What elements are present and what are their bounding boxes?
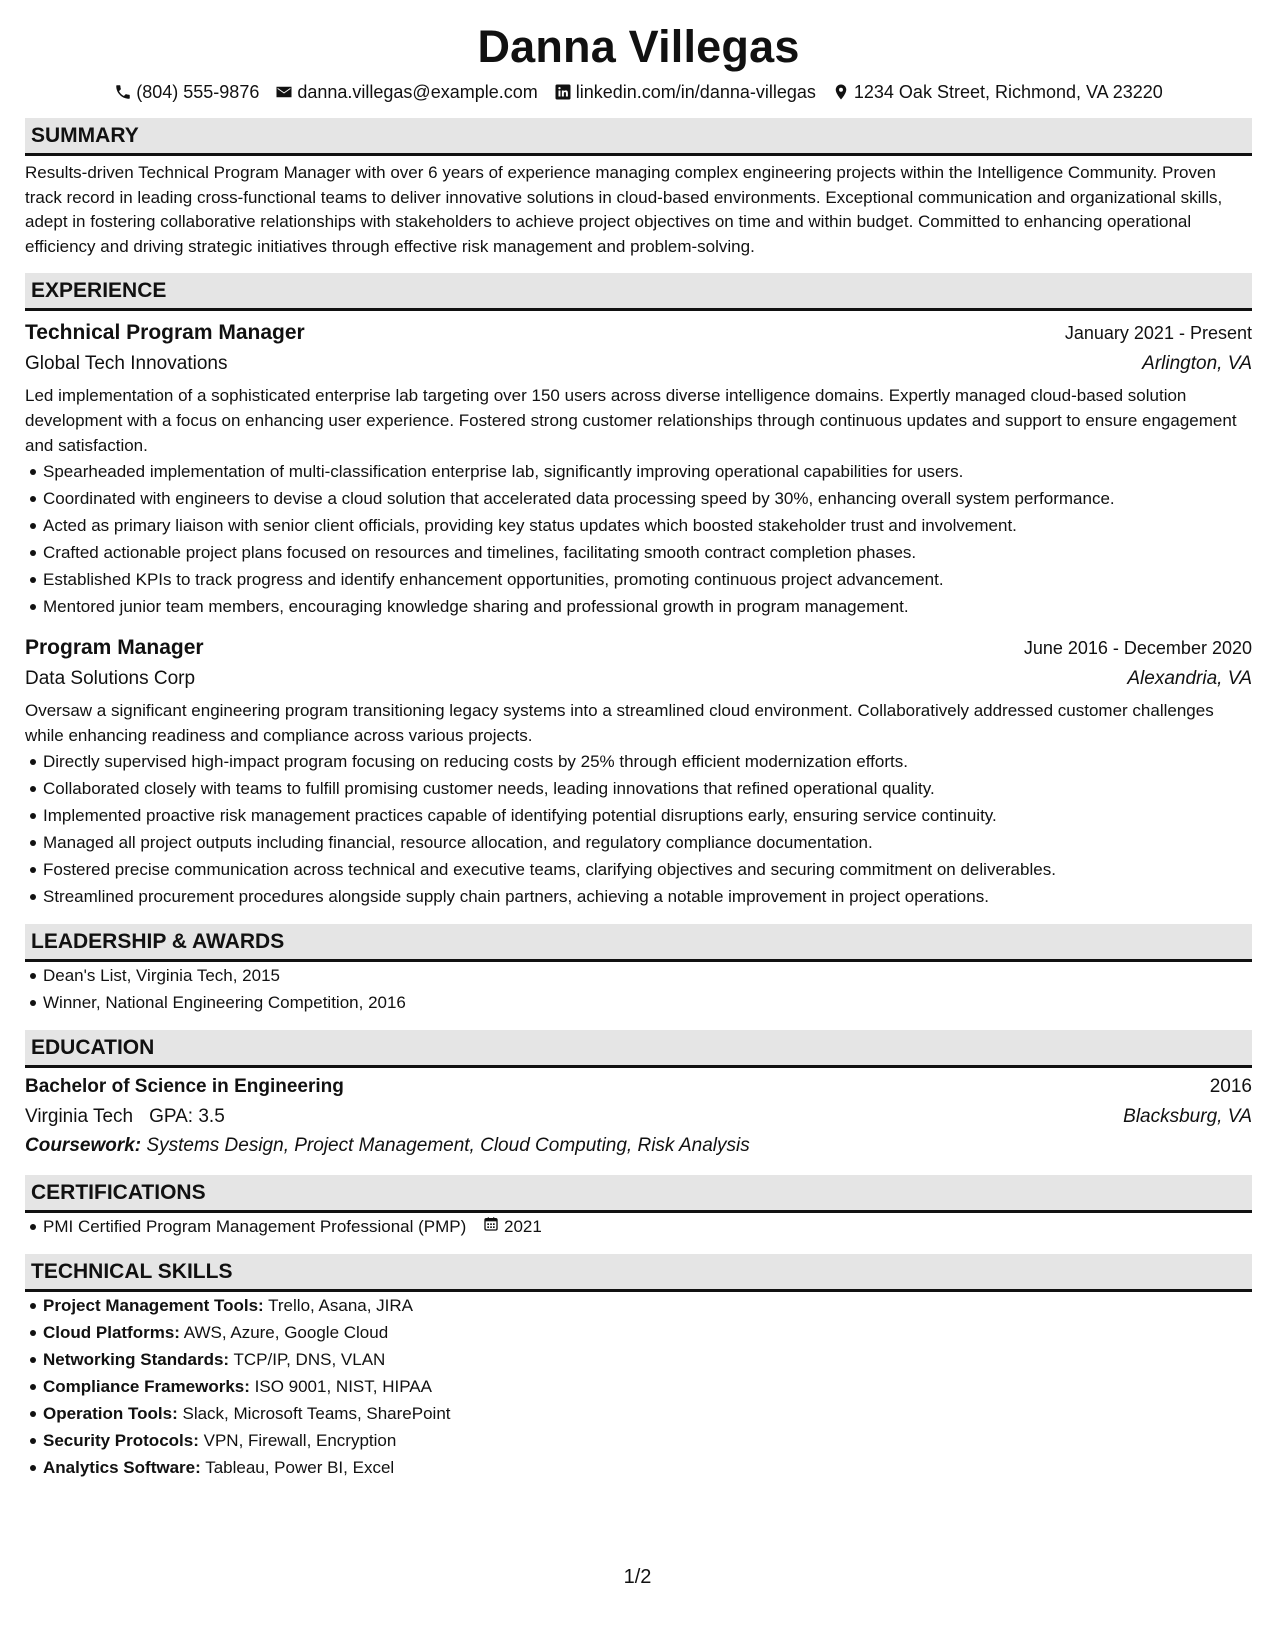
skill-label: Analytics Software:	[43, 1458, 201, 1478]
skill-item	[43, 1454, 1252, 1481]
job-entry	[25, 632, 1252, 910]
job-bullet: Streamlined procurement procedures alongside supply chain partners, achieving a notable improvement in project operations.	[43, 883, 1252, 910]
job-entry	[25, 317, 1252, 620]
certification-year: 2021	[504, 1217, 542, 1237]
job-bullet: Fostered precise communication across technical and executive teams, clarifying objectives and securing commitment on deliverables.	[43, 856, 1252, 883]
skill-label: Security Protocols:	[43, 1431, 199, 1451]
skill-value: Slack, Microsoft Teams, SharePoint	[182, 1404, 451, 1424]
summary-section	[25, 118, 1252, 259]
summary-text: Results-driven Technical Program Manager with over 6 years of experience managing complex engineering projects within the Intelligence Community. Proven track record in leading cross-functional teams to deliver innovative solutions in cloud-based environments. Exceptional communication and organizational skills, adept in fostering collaborative relationships with stakeholders to achieve project objectives on time and within budget. Committed to enhancing operational efficiency and driving strategic initiatives through effective risk management and problem-solving.	[25, 163, 1223, 256]
job-bullet: Directly supervised high-impact program focusing on reducing costs by 25% through efficient modernization efforts.	[43, 748, 1252, 775]
experience-section	[25, 273, 1252, 910]
awards-list	[25, 962, 1252, 1016]
job-description: Oversaw a significant engineering program transitioning legacy systems into a streamlined cloud environment. Collaboratively addressed customer challenges while enhancing readiness and compliance across various projects.	[25, 701, 1214, 745]
experience-heading: EXPERIENCE	[25, 273, 1252, 311]
certifications-heading: CERTIFICATIONS	[25, 1175, 1252, 1213]
job-bullet: Managed all project outputs including financial, resource allocation, and regulatory compliance documentation.	[43, 829, 1252, 856]
phone-icon	[114, 83, 132, 101]
job-bullet: Coordinated with engineers to devise a cloud solution that accelerated data processing speed by 30%, enhancing overall system performance.	[43, 485, 1252, 512]
job-location: Alexandria, VA	[1127, 668, 1252, 690]
job-company: Data Solutions Corp	[25, 668, 196, 690]
awards-heading: LEADERSHIP & AWARDS	[25, 924, 1252, 962]
job-bullet: Spearheaded implementation of multi-classification enterprise lab, significantly improving operational capabilities for users.	[43, 458, 1252, 485]
school-line	[25, 1102, 225, 1131]
skill-value: TCP/IP, DNS, VLAN	[233, 1350, 386, 1370]
contact-phone	[114, 80, 259, 104]
skill-label: Networking Standards:	[43, 1350, 230, 1370]
envelope-icon	[275, 83, 293, 101]
job-title: Program Manager	[25, 636, 204, 660]
coursework	[25, 1131, 1252, 1161]
job-dates: June 2016 - December 2020	[1023, 638, 1252, 659]
award-item: Dean's List, Virginia Tech, 2015	[43, 962, 1252, 989]
skill-value: VPN, Firewall, Encryption	[203, 1431, 397, 1451]
job-company: Global Tech Innovations	[25, 353, 228, 375]
graduation-year: 2016	[1209, 1076, 1252, 1098]
certifications-section	[25, 1175, 1252, 1240]
linkedin-text[interactable]: linkedin.com/in/danna-villegas	[575, 82, 816, 102]
contact-bar	[25, 80, 1252, 104]
phone-text: (804) 555-9876	[136, 82, 260, 102]
certification-name: PMI Certified Program Management Professional (PMP)	[43, 1217, 467, 1237]
job-bullet: Acted as primary liaison with senior client officials, providing key status updates which boosted stakeholder trust and involvement.	[43, 512, 1252, 539]
summary-heading: SUMMARY	[25, 118, 1252, 156]
education-section	[25, 1030, 1252, 1161]
job-bullet: Mentored junior team members, encouraging knowledge sharing and professional growth in program management.	[43, 593, 1252, 620]
linkedin-icon	[554, 83, 572, 101]
email-text[interactable]: danna.villegas@example.com	[297, 82, 538, 102]
skill-label: Operation Tools:	[43, 1404, 178, 1424]
skill-item	[43, 1292, 1252, 1319]
certification-item	[43, 1213, 1252, 1240]
skill-label: Compliance Frameworks:	[43, 1377, 250, 1397]
awards-section	[25, 924, 1252, 1016]
coursework-label: Coursework:	[25, 1135, 142, 1157]
skills-heading: TECHNICAL SKILLS	[25, 1254, 1252, 1292]
skills-list	[25, 1292, 1252, 1481]
candidate-name: Danna Villegas	[477, 21, 800, 72]
certifications-list	[25, 1213, 1252, 1240]
job-description: Led implementation of a sophisticated enterprise lab targeting over 150 users across diverse intelligence domains. Expertly managed cloud-based solution development with a focus on enhancing user experience. Fostered strong customer relationships through continuous updates and support to ensure engagement and satisfaction.	[25, 386, 1237, 455]
address-text: 1234 Oak Street, Richmond, VA 23220	[853, 82, 1163, 102]
job-location: Arlington, VA	[1142, 353, 1252, 375]
degree: Bachelor of Science in Engineering	[25, 1076, 344, 1098]
job-bullet: Established KPIs to track progress and identify enhancement opportunities, promoting continuous project advancement.	[43, 566, 1252, 593]
skill-item	[43, 1427, 1252, 1454]
school-name: Virginia Tech	[25, 1106, 134, 1128]
school-location: Blacksburg, VA	[1123, 1106, 1252, 1128]
job-bullets	[25, 458, 1252, 620]
skill-item	[43, 1346, 1252, 1373]
map-pin-icon	[832, 83, 850, 101]
skill-value: ISO 9001, NIST, HIPAA	[254, 1377, 432, 1397]
award-item: Winner, National Engineering Competition, 2016	[43, 989, 1252, 1016]
job-title: Technical Program Manager	[25, 321, 305, 345]
certification-date	[483, 1213, 542, 1240]
skill-value: AWS, Azure, Google Cloud	[183, 1323, 389, 1343]
page-number: 1/2	[623, 1566, 652, 1588]
job-bullets	[25, 748, 1252, 910]
skill-item	[43, 1400, 1252, 1427]
gpa: GPA: 3.5	[149, 1106, 225, 1128]
skill-item	[43, 1319, 1252, 1346]
skill-value: Tableau, Power BI, Excel	[205, 1458, 395, 1478]
contact-address	[832, 80, 1163, 104]
job-bullet: Crafted actionable project plans focused on resources and timelines, facilitating smooth contract completion phases.	[43, 539, 1252, 566]
job-dates: January 2021 - Present	[1064, 323, 1252, 344]
skills-section	[25, 1254, 1252, 1481]
contact-linkedin[interactable]	[554, 80, 816, 104]
skill-label: Cloud Platforms:	[43, 1323, 180, 1343]
skill-value: Trello, Asana, JIRA	[268, 1296, 414, 1316]
job-bullet: Collaborated closely with teams to fulfill promising customer needs, leading innovations that refined operational quality.	[43, 775, 1252, 802]
contact-email[interactable]	[275, 80, 537, 104]
calendar-icon	[483, 1213, 499, 1240]
job-bullet: Implemented proactive risk management practices capable of identifying potential disruptions early, ensuring service continuity.	[43, 802, 1252, 829]
coursework-list: Systems Design, Project Management, Cloud Computing, Risk Analysis	[146, 1135, 750, 1157]
resume-page	[25, 20, 1252, 1481]
education-heading: EDUCATION	[25, 1030, 1252, 1068]
skill-item	[43, 1373, 1252, 1400]
skill-label: Project Management Tools:	[43, 1296, 264, 1316]
